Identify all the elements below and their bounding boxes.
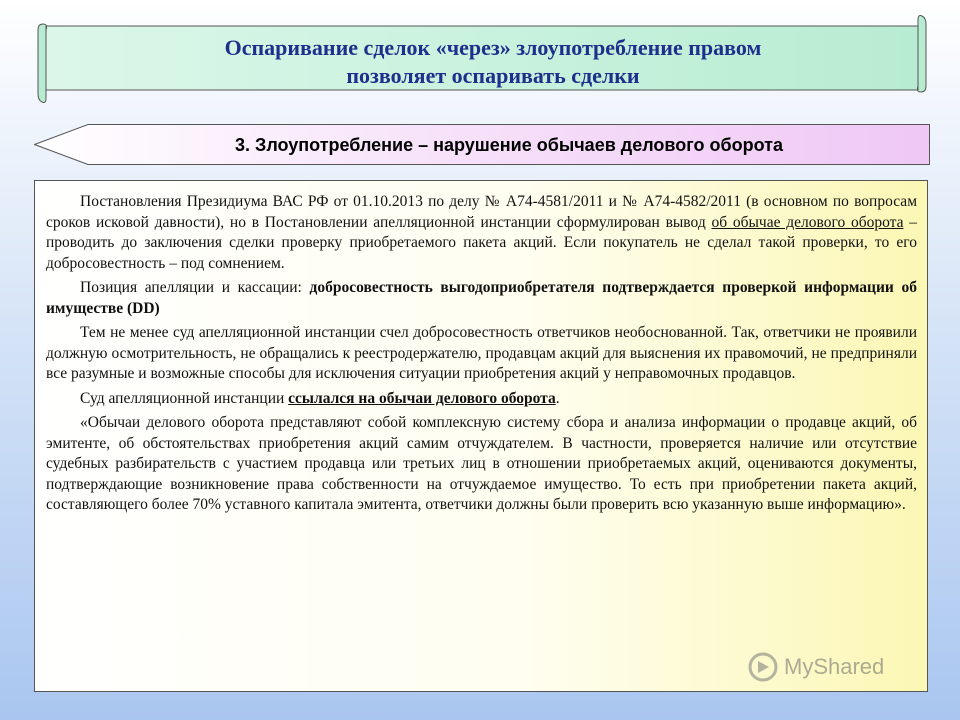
paragraph-1-text: Постановления Президиума ВАС РФ от 01.10.2013 по делу № А74-4581/2011 и № А74-4582/2011 (в основном по вопросам сроков исковой давности), но в Постановлении апелляционной инстанции сформулирован вывод: [46, 193, 917, 231]
paragraph-1-underlined: об обычае делового оборота: [711, 213, 904, 231]
paragraph-4: [46, 389, 917, 410]
paragraph-4-text: Суд апелляционной инстанции: [80, 389, 289, 407]
paragraph-4-bold-underlined: ссылался на обычаи делового оборота: [288, 389, 556, 407]
paragraph-3: Тем не менее суд апелляционной инстанции счел добросовестность ответчиков необоснованной. Так, ответчики не проявили должную осмотрительность, не обращались к реестродержателю, продавцам акций для выяснения их правомочий, не предприняли все разумные и возможные способы для исключения ситуации приобретения акций у неправомочных продавцов.: [46, 324, 917, 382]
paragraph-2: [46, 278, 917, 319]
subheader-text: 3. Злоупотребление – нарушение обычаев делового оборота: [235, 134, 783, 155]
paragraph-4-text-end: .: [555, 389, 560, 407]
title-line-2: позволяет оспаривать сделки: [346, 63, 640, 88]
content-box: [34, 180, 928, 692]
watermark-logo-icon: [748, 652, 778, 682]
paragraph-2-bold: добросовестность выгодоприобретателя подтверждается проверкой информации об имуществе (DD): [46, 279, 918, 317]
watermark: [748, 650, 948, 684]
paragraph-1: [46, 192, 917, 274]
title-line-1: Оспаривание сделок «через» злоупотребление правом: [224, 35, 762, 60]
title-text: [78, 22, 908, 102]
paragraph-5: «Обычаи делового оборота представляют собой комплексную систему сбора и анализа информации о продавце акций, об эмитенте, об обстоятельствах приобретения акций самим отчуждателем. В частности, проверяется наличие или отсутствие судебных разбирательств с участием продавца или третьих лиц в отношении приобретаемых акций, оцениваются документы, подтверждающие возникновение права собственности на отчуждаемое имущество. То есть при приобретении пакета акций, составляющего более 70% уставного капитала эмитента, ответчики должны были проверить всю указанную выше информацию».: [46, 414, 917, 513]
watermark-text: MyShared: [784, 654, 885, 679]
subheader-banner: [34, 124, 930, 166]
paragraph-2-text: Позиция апелляции и кассации:: [80, 279, 310, 296]
paragraph-1-text-end: – проводить до заключения сделки проверку приобретаемого пакета акций. Если покупатель не сделал такой проверки, то его добросовестность – под сомнением.: [46, 213, 917, 272]
title-banner: [34, 14, 932, 106]
